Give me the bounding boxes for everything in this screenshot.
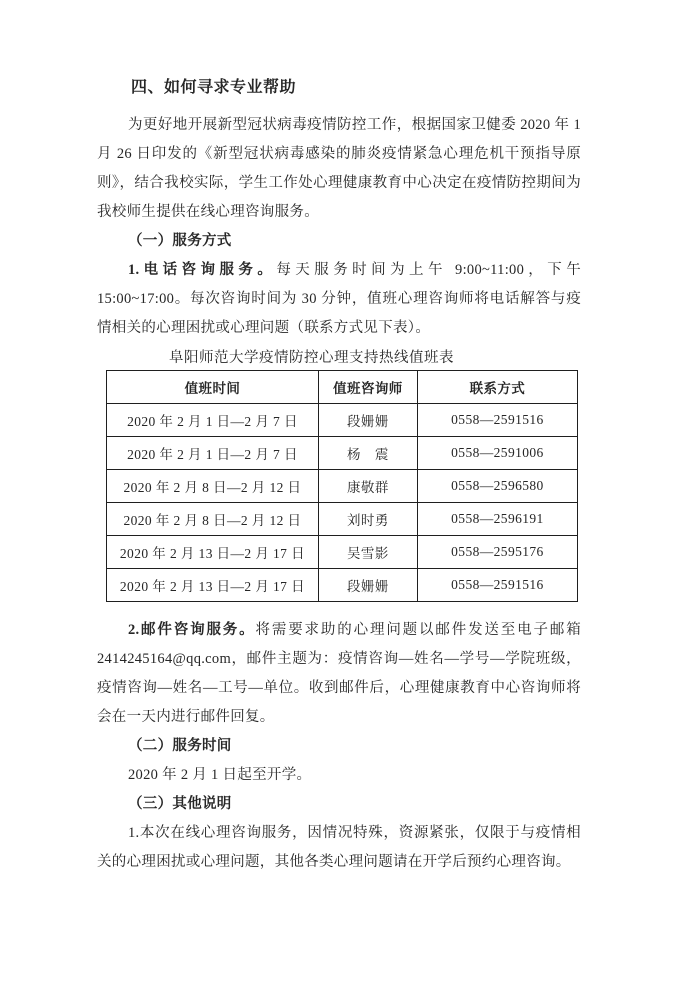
- phone-service-lead: 1.电话咨询服务。: [128, 262, 277, 278]
- email-service-lead: 2.邮件咨询服务。: [128, 622, 256, 638]
- table-cell: 2020 年 2 月 1 日—2 月 7 日: [107, 437, 319, 470]
- table-header-cell: 联系方式: [417, 371, 577, 404]
- intro-paragraph: 为更好地开展新型冠状病毒疫情防控工作，根据国家卫健委 2020 年 1 月 26 日印发的《新型冠状病毒感染的肺炎疫情紧急心理危机干预指导原则》，结合我校实际，学生工作处心理健康教育中心决定在疫情防控期间为我校师生提供在线心理咨询服务。: [97, 117, 581, 220]
- phone-service-text: 每天服务时间为上午 9:00~11:00，下午 15:00~17:00。每次咨询时间为 30 分钟，值班心理咨询师将电话解答与疫情相关的心理困扰或心理问题（联系方式见下表）。: [97, 262, 581, 336]
- subsection-title-service-methods: （一）服务方式: [128, 233, 232, 249]
- duty-table-body: [107, 404, 578, 602]
- table-row: [107, 503, 578, 536]
- table-row: [107, 470, 578, 503]
- table-row: [107, 437, 578, 470]
- service-time-text: 2020 年 2 月 1 日起至开学。: [128, 767, 312, 783]
- table-cell: 2020 年 2 月 1 日—2 月 7 日: [107, 404, 319, 437]
- table-cell: 刘时勇: [318, 503, 417, 536]
- table-cell: 0558—2591516: [417, 569, 577, 602]
- hotline-duty-table: [106, 370, 578, 602]
- table-cell: 2020 年 2 月 8 日—2 月 12 日: [107, 503, 319, 536]
- table-row: [107, 569, 578, 602]
- table-cell: 2020 年 2 月 13 日—2 月 17 日: [107, 536, 319, 569]
- duty-table-head: [107, 371, 578, 404]
- section-heading: 四、如何寻求专业帮助: [131, 79, 297, 96]
- table-cell: 0558—2591516: [417, 404, 577, 437]
- table-cell: 吴雪影: [318, 536, 417, 569]
- table-cell: 杨 震: [318, 437, 417, 470]
- document-page: [97, 76, 581, 877]
- table-row: [107, 536, 578, 569]
- table-header-cell: 值班时间: [107, 371, 319, 404]
- subsection-title-service-time: （二）服务时间: [128, 738, 232, 754]
- table-cell: 段姗姗: [318, 404, 417, 437]
- other-notes-item: 1.本次在线心理咨询服务，因情况特殊，资源紧张，仅限于与疫情相关的心理困扰或心理问题，其他各类心理问题请在开学后预约心理咨询。: [97, 825, 581, 870]
- email-service-paragraph: [97, 616, 581, 732]
- table-header-row: [107, 371, 578, 404]
- table-cell: 0558—2595176: [417, 536, 577, 569]
- table-row: [107, 404, 578, 437]
- table-cell: 0558—2596580: [417, 470, 577, 503]
- table-header-cell: 值班咨询师: [318, 371, 417, 404]
- table-cell: 0558—2596191: [417, 503, 577, 536]
- table-cell: 2020 年 2 月 8 日—2 月 12 日: [107, 470, 319, 503]
- table-cell: 0558—2591006: [417, 437, 577, 470]
- subsection-title-other-notes: （三）其他说明: [128, 796, 232, 812]
- table-cell: 段姗姗: [318, 569, 417, 602]
- email-service-text: 将需要求助的心理问题以邮件发送至电子邮箱 2414245164@qq.com，邮件主题为：疫情咨询—姓名—学号—学院班级，疫情咨询—姓名—工号—单位。收到邮件后，心理健康教育中心咨询师将会在一天内进行邮件回复。: [97, 622, 581, 725]
- table-cell: 康敬群: [318, 470, 417, 503]
- phone-service-paragraph: [97, 256, 581, 343]
- table-title: 阜阳师范大学疫情防控心理支持热线值班表: [169, 350, 454, 366]
- table-cell: 2020 年 2 月 13 日—2 月 17 日: [107, 569, 319, 602]
